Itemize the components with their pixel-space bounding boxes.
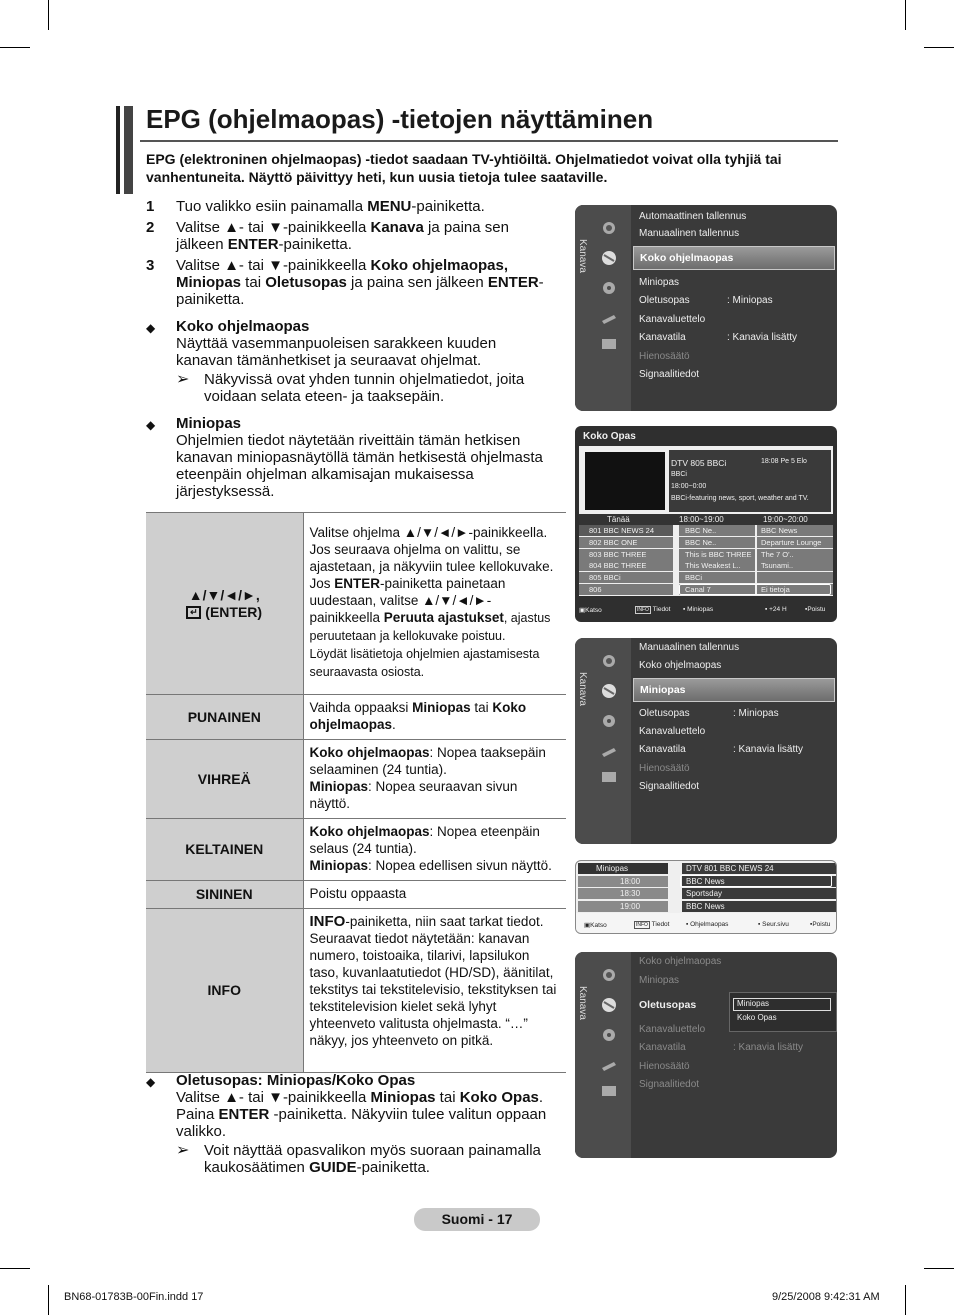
channel-icon	[599, 996, 619, 1014]
menu-item-selected[interactable]: Oletusopas	[639, 999, 697, 1011]
desc-cell: Koko ohjelmaopas: Nopea eteenpäin selaus (24 tuntia). Miniopas: Nopea edellisen sivun näyttö.	[303, 819, 566, 881]
application-icon	[599, 768, 619, 786]
bullet-heading: Oletusopas: Miniopas/Koko Opas	[176, 1072, 416, 1089]
dropdown-option[interactable]: Koko Opas	[737, 1013, 777, 1022]
setup-gear-icon	[599, 712, 619, 730]
tv-menu-screen-3	[575, 952, 837, 1158]
channel-name: 803 BBC THREE	[589, 549, 647, 559]
channel-name: 802 BBC ONE	[589, 537, 638, 547]
menu-item: Hienosäätö	[639, 351, 690, 362]
arrow-note-icon: ➢	[176, 371, 190, 388]
time-label: 19:00	[620, 901, 641, 911]
menu-item: Hienosäätö	[639, 1061, 690, 1072]
footer-exit[interactable]: ▪Poistu	[805, 606, 826, 613]
menu-item[interactable]: Oletusopas	[639, 295, 690, 306]
program-title: BBC Ne..	[685, 537, 717, 547]
page-title: EPG (ohjelmaopas) -tietojen näyttäminen	[146, 104, 654, 134]
program-title: Ei tietoja	[761, 585, 790, 594]
bullet-text: Näyttää vasemmanpuoleisen sarakkeen kuuden kanavan tämänhetkiset ja seuraavat ohjelmat.	[176, 335, 497, 369]
step-number: 3	[146, 257, 155, 274]
crop-mark	[48, 0, 49, 30]
menu-item: Miniopas	[639, 975, 680, 986]
menu-value: : Miniopas	[727, 295, 773, 306]
menu-item[interactable]: Signaalitiedot	[639, 369, 700, 380]
steps	[146, 198, 556, 500]
sidebar-label: Kanava	[577, 239, 588, 273]
table-row	[146, 695, 566, 740]
menu-item[interactable]: Oletusopas	[639, 708, 690, 719]
mini-guide-title: Miniopas	[596, 864, 629, 873]
menu-value: : Kanavia lisätty	[733, 744, 804, 755]
step-text: Valitse ▲- tai ▼-painikkeella Koko ohjelmaopas, Miniopas tai Oletusopas ja paina sen jälkeen ENTER-painiketta.	[176, 257, 544, 308]
desc-cell: Poistu oppaasta	[303, 881, 566, 909]
title-accent-bar	[124, 106, 133, 194]
bullet-text: Ohjelmien tiedot näytetään riveittäin tämän hetkisen kanavan miniopasnäytöllä tämän hetkisestä ohjelmasta eteenpäin ohjelman alkamisajan mukaisessa järjestyksessä.	[176, 432, 543, 500]
footer-miniopas[interactable]: ▪ Miniopas	[683, 606, 714, 613]
bullet-heading: Koko ohjelmaopas	[176, 318, 310, 335]
menu-item[interactable]: Manuaalinen tallennus	[639, 228, 740, 239]
input-icon	[599, 1056, 619, 1074]
guide-header-day: Tänää	[607, 515, 630, 524]
time-label: 18:30	[620, 889, 641, 899]
program-title: BBC News	[761, 526, 798, 535]
footer-watch[interactable]: ▣Katso	[579, 607, 602, 614]
info-line: BBCi-featuring news, sport, weather and TV.	[671, 495, 809, 502]
note	[176, 1142, 556, 1176]
application-icon	[599, 335, 619, 353]
picture-icon	[599, 966, 619, 984]
application-icon	[599, 1082, 619, 1100]
step-3	[146, 257, 556, 308]
note-text: Voit näyttää opasvalikon myös suoraan painamalla kaukosäätimen GUIDE-painiketta.	[204, 1142, 541, 1176]
footer-guide[interactable]: ▪ Ohjelmaopas	[686, 921, 729, 928]
menu-item[interactable]: Kanavatila	[639, 332, 686, 343]
bullet-heading: Miniopas	[176, 415, 242, 432]
footer-info[interactable]: INFO Tiedot	[637, 606, 671, 613]
menu-item: Koko ohjelmaopas	[639, 956, 722, 967]
menu-item: Signaalitiedot	[639, 1079, 700, 1090]
menu-item: Kanavatila	[639, 1042, 686, 1053]
key-table	[146, 512, 566, 1073]
time-label: 18:00	[620, 877, 641, 886]
desc-cell: Vaihda oppaaksi Miniopas tai Koko ohjelmaopas.	[303, 695, 566, 740]
guide-channel: DTV 805 BBCi	[671, 458, 727, 468]
picture-icon	[599, 219, 619, 237]
program-cell[interactable]	[757, 572, 833, 583]
menu-item[interactable]: Automaattinen tallennus	[639, 211, 747, 222]
guide-header-slot: 19:00~20:00	[763, 515, 808, 524]
diamond-icon: ◆	[146, 418, 156, 432]
key-cell: SININEN	[146, 881, 303, 909]
info-line: BBCi	[671, 471, 687, 478]
program-title: BBC Ne..	[685, 526, 717, 535]
menu-item[interactable]: Kanavaluettelo	[639, 726, 706, 737]
channel-name: 805 BBCi	[589, 573, 621, 583]
crop-mark	[48, 1285, 49, 1315]
channel-icon	[599, 682, 619, 700]
diamond-icon: ◆	[146, 321, 156, 335]
bullet-text: Valitse ▲- tai ▼-painikkeella Miniopas tai Koko Opas. Paina ENTER -painiketta. Näkyviin tulee valitun oppaan valikko.	[176, 1089, 547, 1140]
setup-gear-icon	[599, 279, 619, 297]
menu-value: : Kanavia lisätty	[727, 332, 798, 343]
preview-window	[585, 452, 665, 510]
crop-mark	[924, 47, 954, 48]
key-cell: INFO	[146, 909, 303, 1073]
step-text: Valitse ▲- tai ▼-painikkeella Kanava ja paina sen jälkeen ENTER-painiketta.	[176, 219, 509, 253]
channel-name: 804 BBC THREE	[589, 561, 647, 571]
page-number: Suomi - 17	[414, 1208, 540, 1231]
footer-plus24[interactable]: ▪ +24 H	[765, 606, 787, 613]
tv-mini-guide-screen	[575, 860, 837, 934]
menu-item: Hienosäätö	[639, 763, 690, 774]
title-accent-bar	[116, 106, 120, 194]
sidebar-label: Kanava	[577, 986, 588, 1020]
table-row	[146, 819, 566, 881]
selection-frame	[679, 584, 831, 595]
table-row	[146, 740, 566, 819]
step-2	[146, 219, 556, 253]
program-title: This is BBC THREE	[685, 549, 752, 559]
diamond-icon: ◆	[146, 1075, 156, 1089]
program-title: BBC News	[686, 877, 725, 886]
title-rule	[140, 140, 838, 142]
menu-value: : Kanavia lisätty	[733, 1042, 804, 1053]
footer-date: 9/25/2008 9:42:31 AM	[772, 1291, 880, 1303]
menu-item: Kanavaluettelo	[639, 1024, 706, 1035]
step-text: Tuo valikko esiin painamalla MENU-painiketta.	[176, 198, 485, 215]
footer-exit[interactable]: ▪Poistu	[810, 921, 831, 928]
program-title: BBC News	[686, 901, 725, 911]
key-cell: VIHREÄ	[146, 740, 303, 819]
key-cell: ▲/▼/◄/►, ↵ (ENTER)	[146, 513, 303, 695]
bullet-koko-ohjelmaopas	[146, 318, 556, 405]
bullet-oletusopas	[146, 1072, 556, 1176]
tv-menu-screen-1	[575, 205, 837, 411]
picture-icon	[599, 652, 619, 670]
key-cell: PUNAINEN	[146, 695, 303, 740]
guide-title: Koko Opas	[583, 431, 636, 442]
crop-mark	[905, 1285, 906, 1315]
menu-item[interactable]: Signaalitiedot	[639, 781, 700, 792]
crop-mark	[0, 47, 30, 48]
desc-cell: Valitse ohjelma ▲/▼/◄/►-painikkeella. Jos seuraava ohjelma on valittu, se ajastetaan, ja näkyviin tulee kellokuvake. Jos ENTER-painiketta painetaan uudestaan, valitse ▲/▼/◄/►-painikkeella Peruuta ajastukset, ajastus peruutetaan ja kellokuvake poistuu. Löydät lisätietoja ohjelmien ajastamisesta seuraavasta osiosta.	[303, 513, 566, 695]
input-icon	[599, 742, 619, 760]
program-title: The 7 O'..	[761, 549, 794, 559]
bullet-miniopas	[146, 415, 556, 500]
crop-mark	[905, 0, 906, 30]
crop-mark	[0, 1268, 30, 1269]
input-icon	[599, 309, 619, 327]
arrow-note-icon: ➢	[176, 1142, 190, 1159]
sidebar-label: Kanava	[577, 672, 588, 706]
key-cell: KELTAINEN	[146, 819, 303, 881]
desc-cell: Koko ohjelmaopas: Nopea taaksepäin selaaminen (24 tuntia). Miniopas: Nopea seuraavan sivun näyttö.	[303, 740, 566, 819]
footer-next-page[interactable]: ▪ Seur.sivu	[758, 921, 789, 928]
tv-full-guide-screen	[575, 426, 837, 622]
table-row	[146, 513, 566, 695]
menu-value: : Miniopas	[733, 708, 779, 719]
program-title: BBCi	[685, 573, 703, 583]
dropdown-option[interactable]: Miniopas	[737, 999, 770, 1008]
footer-info[interactable]: INFO Tiedot	[636, 921, 670, 928]
program-title: Canal 7	[685, 585, 711, 594]
enter-icon: ↵	[186, 606, 201, 619]
program-title: This Weakest L..	[685, 561, 741, 571]
menu-item[interactable]: Miniopas	[639, 277, 680, 288]
crop-mark	[924, 1268, 954, 1269]
channel-name: 801 BBC NEWS 24	[589, 526, 655, 535]
guide-clock: 18:08 Pe 5 Elo	[761, 458, 807, 465]
program-title: Tsunami..	[761, 561, 794, 571]
table-row	[146, 909, 566, 1073]
channel-icon	[599, 249, 619, 267]
desc-cell: INFO-painiketta, niin saat tarkat tiedot. Seuraavat tiedot näytetään: kanavan numero, toistoaika, tilarivi, lapsilukon taso, kuvanlaatutiedot (HD/SD), äänitilat, tekstitys tai tekstitelevisio, tekstityksen tai tekstitelevision kielet sekä lyhyt yhteenveto valitusta ohjelmasta. “…” näkyy, jos yhteenveto on pitkä.	[303, 909, 566, 1073]
channel-name: 806	[589, 585, 602, 594]
menu-item-selected[interactable]: Koko ohjelmaopas	[633, 246, 835, 270]
guide-header-slot: 18:00~19:00	[679, 515, 724, 524]
selection-frame	[680, 875, 832, 887]
footer-watch[interactable]: ▣Katso	[584, 922, 607, 929]
step-number: 1	[146, 198, 155, 215]
footer-file: BN68-01783B-00Fin.indd 17	[64, 1291, 204, 1303]
step-1	[146, 198, 556, 215]
menu-item[interactable]: Kanavaluettelo	[639, 314, 706, 325]
note-text: Näkyvissä ovat yhden tunnin ohjelmatiedot, joita voidaan selata eteen- ja taaksepäin.	[204, 371, 525, 405]
table-row	[146, 881, 566, 909]
menu-item[interactable]: Koko ohjelmaopas	[639, 660, 722, 671]
setup-gear-icon	[599, 1026, 619, 1044]
tv-menu-screen-2	[575, 638, 837, 844]
menu-item[interactable]: Kanavatila	[639, 744, 686, 755]
menu-item-selected[interactable]: Miniopas	[633, 678, 835, 702]
note	[176, 371, 556, 405]
menu-item[interactable]: Manuaalinen tallennus	[639, 642, 740, 653]
info-line: 18:00~0:00	[671, 483, 707, 490]
program-title: Departure Lounge	[761, 537, 822, 547]
step-number: 2	[146, 219, 155, 236]
mini-guide-channel: DTV 801 BBC NEWS 24	[686, 864, 774, 873]
intro-text: EPG (elektroninen ohjelmaopas) -tiedot saadaan TV-yhtiöiltä. Ohjelmatiedot voivat olla tyhjiä tai vanhentuneita. Näyttö päivittyy heti, kun uusia tietoja tulee saataville.	[146, 151, 782, 185]
program-title: Sportsday	[686, 889, 723, 899]
